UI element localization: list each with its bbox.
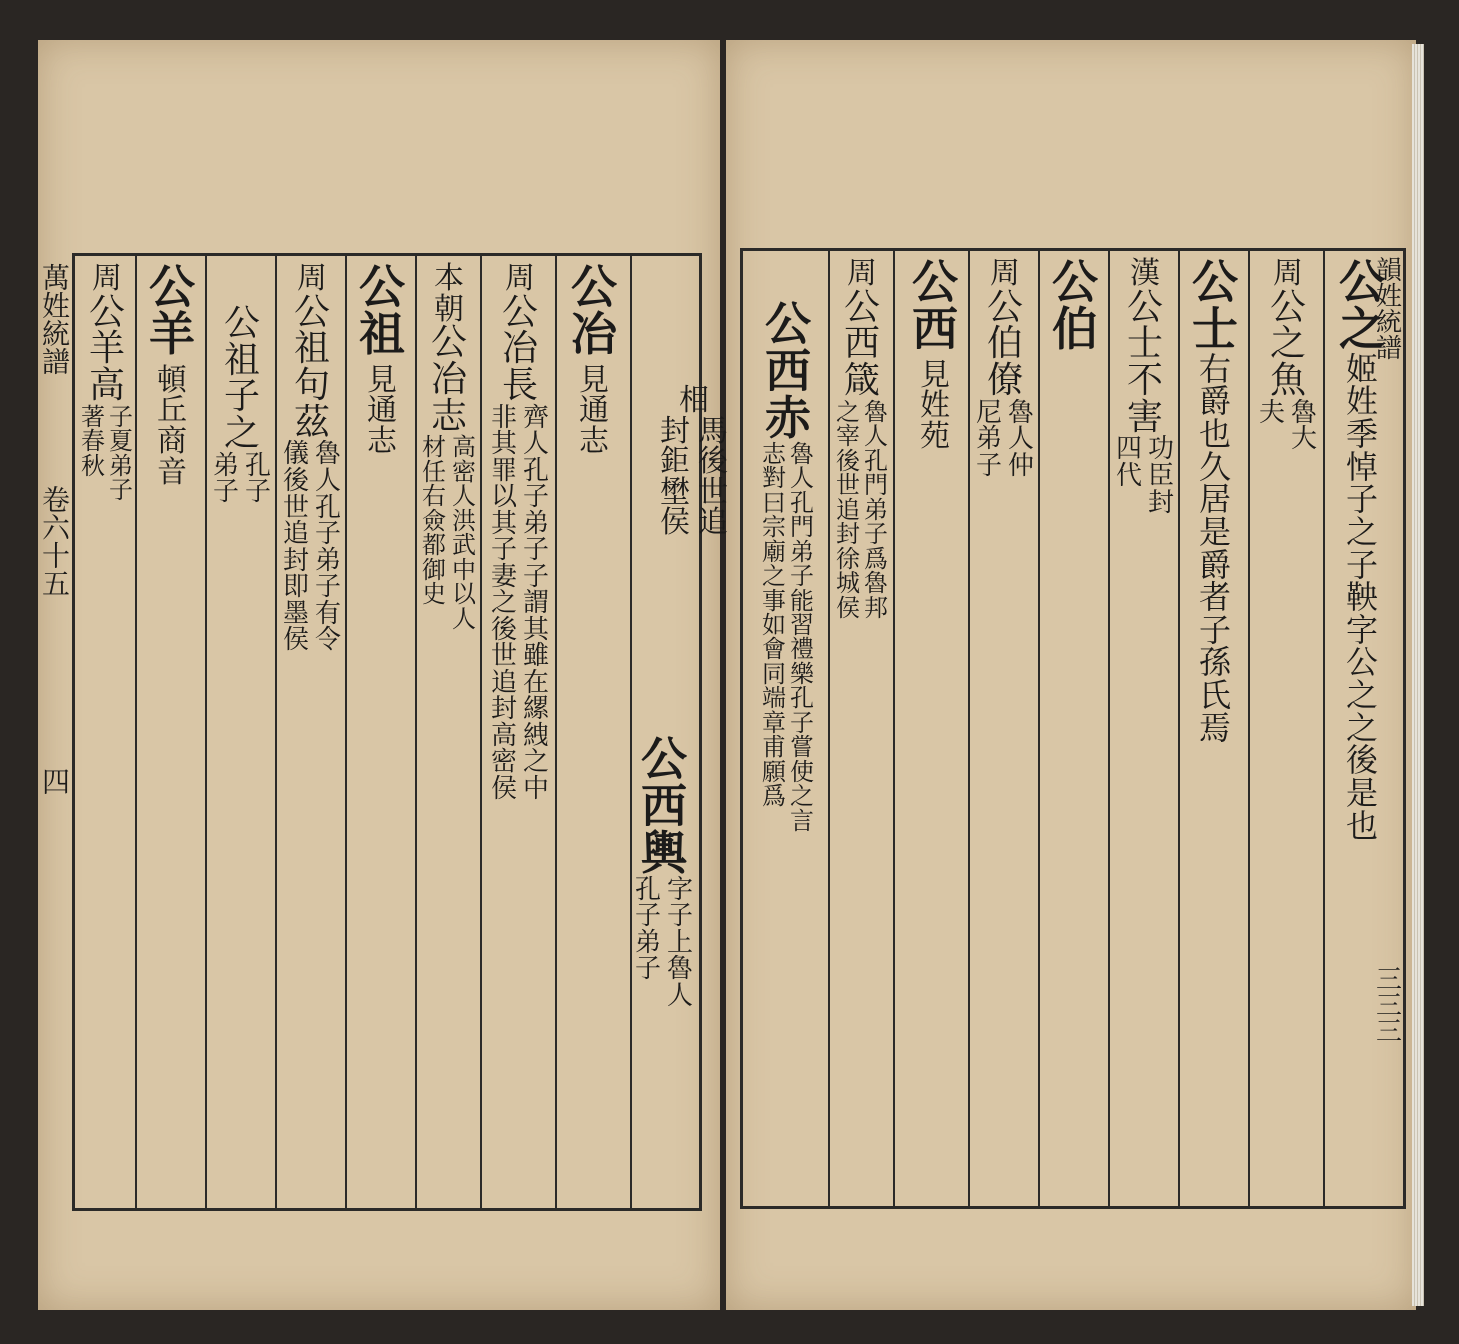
note-text: 字子上魯人 xyxy=(666,874,693,1011)
surname-heading: 公西 xyxy=(912,255,958,356)
person-name: 公之魚 xyxy=(1269,286,1306,402)
left-margin-folio: 四 xyxy=(38,767,71,795)
surname-heading: 公伯 xyxy=(1052,255,1098,356)
column-rule xyxy=(345,256,347,1208)
entry-column xyxy=(631,732,697,1011)
right-margin-title: 韻姓統譜 xyxy=(1371,256,1402,360)
note-text: 馬後世追 xyxy=(698,413,728,541)
dynasty-label: 本 xyxy=(434,261,464,296)
entry-column xyxy=(1043,255,1107,356)
dynasty-label: 周 xyxy=(505,261,535,296)
note-text: 尼弟子 xyxy=(975,397,1002,481)
note-text: 非其罪以其子妻之後世追封高密侯 xyxy=(490,402,517,804)
left-margin-volume: 卷六十五 xyxy=(38,485,71,597)
note-text: 魯人孔門弟子爲魯邦 xyxy=(864,397,888,622)
column-rule xyxy=(1108,251,1110,1206)
entry-column xyxy=(1183,255,1247,747)
dynasty-label: 周 xyxy=(1273,256,1303,291)
right-text-frame xyxy=(740,248,1406,1209)
note-text: 孔子弟子 xyxy=(634,874,661,985)
note-text: 材任右僉都御史 xyxy=(422,433,446,609)
note-text: 志對曰宗廟之事如會同端章甫願爲 xyxy=(762,439,786,811)
note-text: 儀後世追封即墨侯 xyxy=(282,439,309,656)
surname-heading: 公冶 xyxy=(571,260,617,361)
note-text: 著春秋 xyxy=(81,402,105,480)
dynasty-label: 周 xyxy=(990,256,1020,291)
note-text: 之宰後世追封徐城侯 xyxy=(836,397,860,622)
entry-column xyxy=(749,297,827,835)
note-text: 見通志 xyxy=(579,362,609,459)
column-rule xyxy=(415,256,417,1208)
person-name: 公西赤 xyxy=(765,297,811,445)
column-rule xyxy=(630,256,632,1208)
person-name: 公冶長 xyxy=(501,291,538,407)
note-text: 封鉅壄侯 xyxy=(660,413,690,541)
entry-column xyxy=(660,383,728,541)
note-text: 魯人孔門弟子能習禮樂孔子嘗使之言 xyxy=(790,439,814,835)
note-text: 見姓苑 xyxy=(920,357,950,454)
person-name: 公西箴 xyxy=(843,286,880,402)
column-rule xyxy=(275,256,277,1208)
entry-column xyxy=(210,303,274,508)
note-text: 孔子 xyxy=(244,450,271,508)
entry-column xyxy=(973,256,1037,481)
dynasty-label: 漢 xyxy=(1130,256,1160,291)
surname-heading: 公祖 xyxy=(359,260,405,361)
note-text: 夫 xyxy=(1258,397,1285,428)
column-rule xyxy=(1178,251,1180,1206)
column-rule xyxy=(555,256,557,1208)
entry-column xyxy=(1253,256,1323,455)
note-text: 見通志 xyxy=(367,362,397,459)
person-name: 公伯僚 xyxy=(986,286,1023,402)
column-rule xyxy=(893,251,895,1206)
column-rule xyxy=(135,256,137,1208)
person-name: 公祖子之 xyxy=(223,303,260,455)
column-rule xyxy=(1038,251,1040,1206)
entry-column xyxy=(487,261,553,804)
note-text: 弟子 xyxy=(212,450,239,508)
note-text: 頓丘商音 xyxy=(157,362,187,490)
note-text: 四代 xyxy=(1115,434,1142,491)
page-edges xyxy=(1412,44,1424,1306)
entry-column xyxy=(79,261,135,505)
note-text: 姬姓季悼子之子鞅字公之之後是也 xyxy=(1345,349,1378,845)
note-text: 右爵也久居是爵者子孫氏焉 xyxy=(1198,349,1231,747)
column-rule xyxy=(1323,251,1325,1206)
dynasty-label: 周 xyxy=(847,256,877,291)
left-text-frame xyxy=(72,253,728,1211)
dynasty-label: 周 xyxy=(297,261,327,296)
entry-column xyxy=(563,260,625,459)
person-name: 公羊高 xyxy=(88,291,125,407)
person-name: 公祖句茲 xyxy=(293,291,330,443)
surname-heading: 公士 xyxy=(1192,255,1238,356)
left-margin-strip xyxy=(36,253,74,1205)
entry-column xyxy=(418,261,480,633)
column-rule xyxy=(1248,251,1250,1206)
entry-column xyxy=(831,256,893,622)
entry-column xyxy=(903,255,967,454)
entry-column xyxy=(1327,255,1397,845)
note-text: 高密人洪武中以人 xyxy=(452,433,476,633)
note-text: 魯人孔子弟子有令 xyxy=(314,439,341,656)
left-margin-title: 萬姓統譜 xyxy=(38,263,71,375)
entry-column xyxy=(280,261,344,656)
entry-column xyxy=(141,260,203,490)
note-text: 魯大 xyxy=(1290,397,1317,455)
note-text: 功臣封 xyxy=(1147,434,1174,518)
surname-heading: 公西輿 xyxy=(641,732,687,880)
person-name: 公冶志 xyxy=(430,322,467,437)
column-rule xyxy=(968,251,970,1206)
note-text: 相 xyxy=(679,383,709,418)
surname-heading: 公羊 xyxy=(149,260,195,361)
right-margin-number: 三三三 xyxy=(1371,965,1402,1043)
note-text: 魯人仲 xyxy=(1007,397,1034,481)
person-name: 公士不害 xyxy=(1126,286,1163,438)
note-text: 子夏弟子 xyxy=(109,402,133,505)
entry-column xyxy=(351,260,413,459)
entry-column xyxy=(1113,256,1177,518)
dynasty-label: 周 xyxy=(92,261,122,296)
column-rule xyxy=(480,256,482,1208)
column-rule xyxy=(828,251,830,1206)
surname-heading: 公之 xyxy=(1339,255,1385,356)
dynasty-label: 朝 xyxy=(434,291,464,327)
note-text: 齊人孔子弟子子謂其雖在縲絏之中 xyxy=(522,402,549,804)
column-rule xyxy=(205,256,207,1208)
